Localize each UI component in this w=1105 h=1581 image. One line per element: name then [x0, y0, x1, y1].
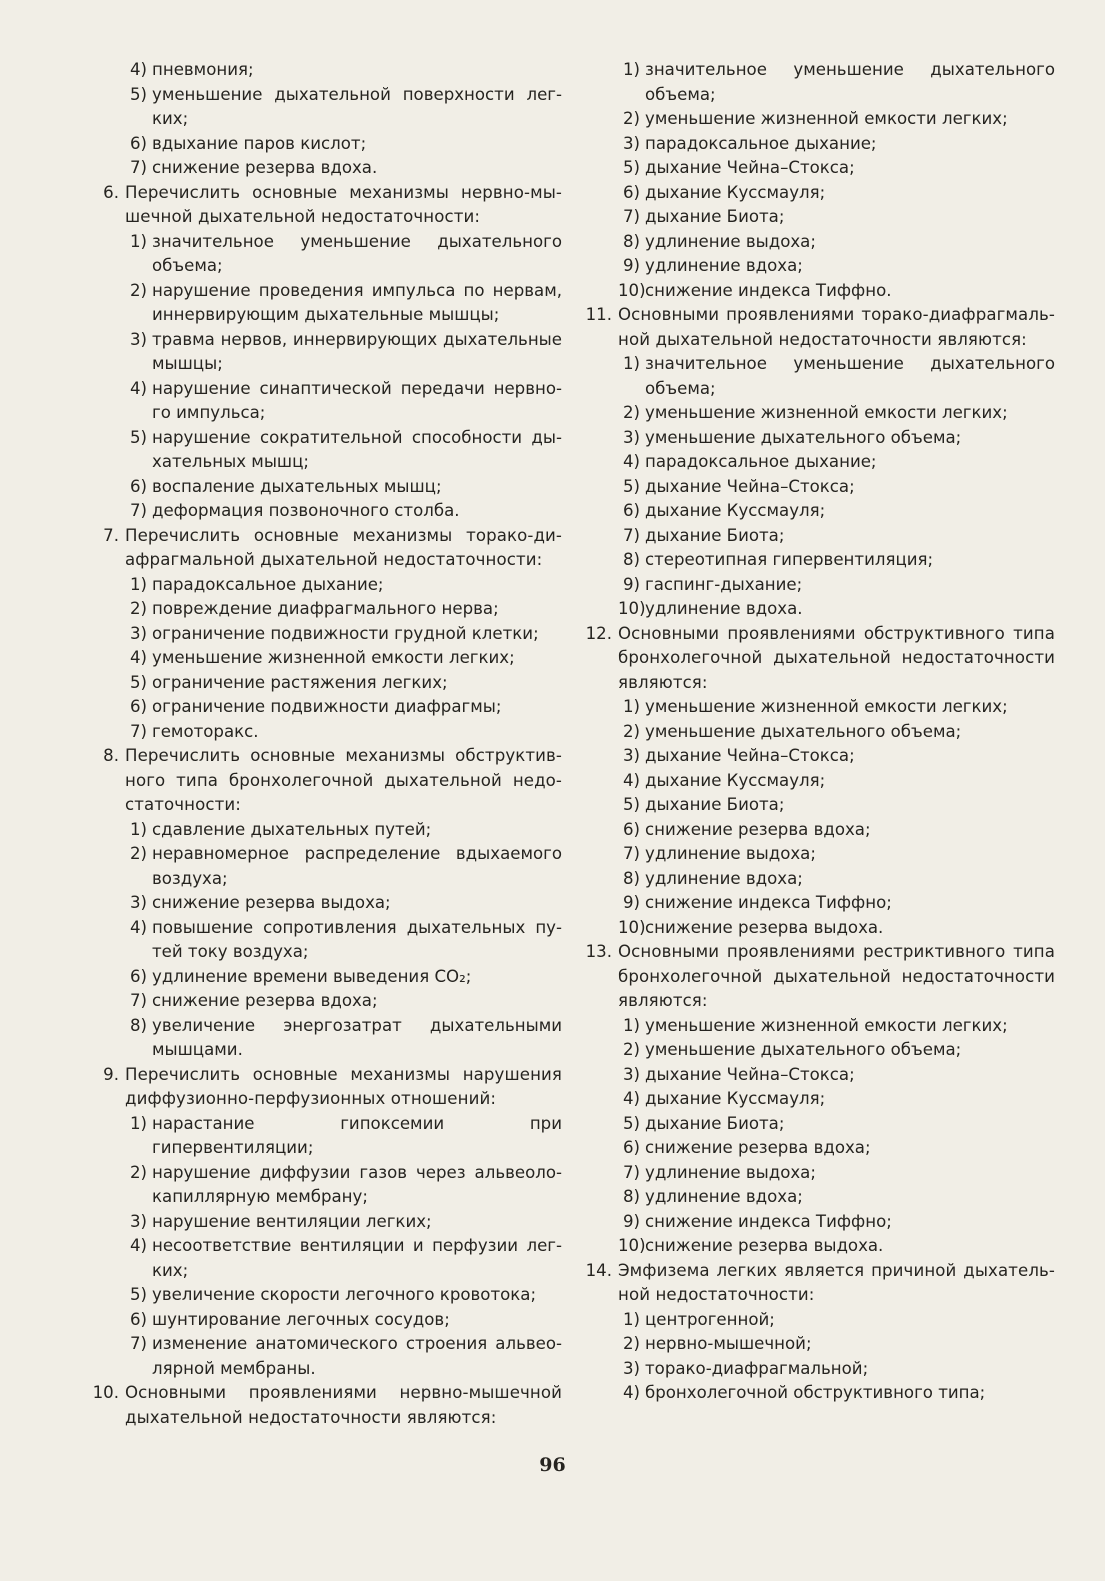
item-text: удлинение вдоха; [645, 256, 803, 275]
answer-option [92, 1332, 562, 1381]
item-number: 2) [622, 403, 640, 422]
item-number: 9) [622, 256, 640, 275]
item-number: 4) [622, 1089, 640, 1108]
item-text: удлинение времени выведения CO₂; [152, 966, 472, 986]
answer-option [92, 328, 562, 377]
item-number: 14. [585, 1260, 612, 1280]
item-number: 7. [103, 525, 119, 545]
item-number: 8) [622, 550, 640, 569]
right-column [585, 58, 1055, 1406]
item-number: 7) [129, 721, 147, 741]
item-text: Перечислить основные механизмы нервно-мы-шечной дыхательной недостаточности: [125, 182, 562, 226]
item-number: 9) [622, 893, 640, 912]
answer-option [585, 450, 1055, 475]
item-text: Основными проявлениями торако-диафрагмаль-ной дыхательной недостаточности являются: [618, 305, 1055, 349]
item-text: нервно-мышечной; [645, 1334, 812, 1353]
item-text: уменьшение дыхательного объема; [645, 1040, 962, 1059]
item-number: 10) [618, 917, 646, 937]
item-number: 5) [622, 158, 640, 177]
item-number: 7) [622, 1162, 640, 1182]
answer-option [585, 254, 1055, 279]
question-item [92, 1381, 562, 1430]
answer-option [585, 1332, 1055, 1357]
item-number: 3) [129, 329, 147, 349]
item-text: дыхание Куссмауля; [645, 501, 826, 520]
answer-option [585, 156, 1055, 181]
answer-option [585, 916, 1055, 941]
item-text: дыхание Чейна–Стокса; [645, 1064, 855, 1084]
answer-option [585, 1210, 1055, 1235]
question-item [92, 744, 562, 818]
item-text: гемоторакс. [152, 721, 259, 741]
answer-option [585, 426, 1055, 451]
item-number: 12. [585, 623, 612, 643]
item-number: 5) [129, 672, 147, 692]
item-number: 8) [622, 1187, 640, 1206]
item-text: снижение резерва выдоха. [645, 917, 884, 937]
item-number: 4) [622, 452, 640, 471]
item-text: дыхание Куссмауля; [645, 1089, 826, 1108]
item-number: 7) [129, 501, 147, 520]
answer-option [92, 989, 562, 1014]
item-number: 1) [622, 60, 640, 79]
item-number: 2) [129, 1162, 147, 1182]
item-text: значительное уменьшение дыхательного объема; [152, 231, 562, 275]
answer-option [92, 58, 562, 83]
answer-option [92, 1234, 562, 1283]
answer-option [92, 818, 562, 843]
answer-option [92, 671, 562, 696]
item-number: 2) [129, 599, 147, 618]
item-number: 1) [129, 231, 147, 251]
item-text: снижение резерва выдоха. [645, 1236, 884, 1255]
item-number: 7) [622, 844, 640, 863]
answer-option [585, 597, 1055, 622]
item-text: уменьшение жизненной емкости легких; [645, 403, 1008, 422]
item-text: значительное уменьшение дыхательного объема; [645, 60, 1055, 104]
item-number: 6. [103, 182, 119, 202]
item-text: дыхание Куссмауля; [645, 182, 826, 202]
item-number: 7) [129, 991, 147, 1010]
item-number: 1) [129, 819, 147, 839]
item-text: воспаление дыхательных мышц; [152, 476, 442, 496]
answer-option [92, 230, 562, 279]
item-number: 6) [129, 476, 147, 496]
question-item [92, 1063, 562, 1112]
item-number: 2) [622, 1334, 640, 1353]
answer-option [585, 842, 1055, 867]
item-text: травма нервов, иннервирующих дыхательные мышцы; [152, 329, 562, 373]
item-number: 6) [622, 501, 640, 520]
answer-option [92, 1283, 562, 1308]
item-number: 8) [129, 1015, 147, 1035]
answer-option [585, 499, 1055, 524]
answer-option [585, 1381, 1055, 1406]
item-number: 10) [618, 280, 646, 300]
item-number: 7) [622, 207, 640, 226]
item-text: уменьшение жизненной емкости легких; [645, 109, 1008, 128]
item-number: 9. [103, 1064, 119, 1084]
answer-option [585, 352, 1055, 401]
answer-option [585, 769, 1055, 794]
item-number: 10) [618, 599, 646, 618]
item-text: Основными проявлениями нервно-мышечной дыхательной недостаточности являются: [125, 1383, 562, 1427]
item-text: дыхание Чейна–Стокса; [645, 746, 855, 765]
item-number: 7) [622, 525, 640, 545]
item-text: несоответствие вентиляции и перфузии лег-ких; [152, 1236, 562, 1280]
answer-option [585, 695, 1055, 720]
item-text: удлинение вдоха; [645, 1187, 803, 1206]
answer-option [585, 1063, 1055, 1088]
answer-option [585, 1112, 1055, 1137]
item-text: снижение резерва выдоха; [152, 893, 391, 912]
item-text: удлинение вдоха; [645, 868, 803, 888]
item-text: бронхолегочной обструктивного типа; [645, 1383, 986, 1402]
item-text: парадоксальное дыхание; [645, 133, 877, 153]
item-number: 4) [129, 378, 147, 398]
answer-option [585, 279, 1055, 304]
answer-option [585, 107, 1055, 132]
item-text: удлинение выдоха; [645, 1162, 816, 1182]
item-number: 3) [622, 746, 640, 765]
answer-option [92, 1112, 562, 1161]
item-number: 9) [622, 574, 640, 594]
answer-option [92, 83, 562, 132]
answer-option [585, 1087, 1055, 1112]
answer-option [585, 58, 1055, 107]
item-number: 6) [129, 966, 147, 986]
item-text: снижение резерва вдоха; [645, 1138, 871, 1157]
item-text: парадоксальное дыхание; [645, 452, 877, 471]
answer-option [92, 1210, 562, 1235]
item-text: уменьшение жизненной емкости легких; [645, 697, 1008, 716]
item-number: 1) [129, 574, 147, 594]
item-number: 8) [622, 231, 640, 251]
left-column [92, 58, 562, 1430]
item-text: удлинение вдоха. [645, 599, 803, 618]
item-text: центрогенной; [645, 1309, 775, 1329]
item-number: 5) [129, 427, 147, 447]
answer-option [92, 475, 562, 500]
item-text: увеличение энергозатрат дыхательными мышцами. [152, 1015, 562, 1059]
item-number: 3) [129, 893, 147, 912]
item-text: нарушение вентиляции легких; [152, 1211, 432, 1231]
item-number: 10. [92, 1383, 119, 1402]
answer-option [92, 377, 562, 426]
item-number: 4) [129, 917, 147, 937]
item-text: уменьшение жизненной емкости легких; [152, 648, 515, 667]
item-text: удлинение выдоха; [645, 844, 816, 863]
item-number: 13. [585, 942, 612, 961]
answer-option [92, 279, 562, 328]
item-number: 7) [129, 158, 147, 177]
answer-option [92, 156, 562, 181]
item-text: деформация позвоночного столба. [152, 501, 460, 520]
question-item [92, 524, 562, 573]
answer-option [92, 622, 562, 647]
answer-option [585, 867, 1055, 892]
item-text: дыхание Чейна–Стокса; [645, 476, 855, 496]
item-text: стереотипная гипервентиляция; [645, 550, 934, 569]
item-text: увеличение скорости легочного кровотока; [152, 1285, 537, 1304]
item-number: 6) [129, 133, 147, 153]
item-number: 9) [622, 1211, 640, 1231]
item-text: изменение анатомического строения альвео-лярной мембраны. [152, 1334, 562, 1378]
item-text: снижение резерва вдоха; [645, 819, 871, 839]
item-text: Эмфизема легких является причиной дыхатель-ной недостаточности: [618, 1260, 1055, 1304]
item-number: 8. [103, 746, 119, 765]
item-number: 3) [622, 1064, 640, 1084]
item-text: шунтирование легочных сосудов; [152, 1309, 450, 1329]
item-number: 2) [622, 721, 640, 741]
item-number: 5) [622, 795, 640, 814]
answer-option [92, 1014, 562, 1063]
answer-option [585, 548, 1055, 573]
item-number: 2) [622, 1040, 640, 1059]
item-number: 5) [622, 476, 640, 496]
item-text: парадоксальное дыхание; [152, 574, 384, 594]
item-text: повышение сопротивления дыхательных пу-тей току воздуха; [152, 917, 562, 961]
item-text: дыхание Чейна–Стокса; [645, 158, 855, 177]
question-item [585, 622, 1055, 696]
question-item [585, 1259, 1055, 1308]
answer-option [585, 1014, 1055, 1039]
answer-option [92, 597, 562, 622]
item-number: 4) [622, 1383, 640, 1402]
item-number: 4) [129, 60, 147, 79]
item-number: 4) [129, 648, 147, 667]
answer-option [92, 695, 562, 720]
item-text: Основными проявлениями рестриктивного типа бронхолегочной дыхательной недостаточности являются: [618, 942, 1055, 1010]
item-text: дыхание Биота; [645, 525, 785, 545]
item-text: нарушение диффузии газов через альвеоло-капиллярную мембрану; [152, 1162, 562, 1206]
answer-option [585, 475, 1055, 500]
item-text: ограничение подвижности диафрагмы; [152, 697, 502, 716]
item-text: нарушение сократительной способности ды-хательных мышц; [152, 427, 562, 471]
answer-option [585, 205, 1055, 230]
item-number: 6) [622, 1138, 640, 1157]
answer-option [585, 818, 1055, 843]
answer-option [585, 1038, 1055, 1063]
item-number: 7) [129, 1334, 147, 1353]
item-text: нарушение проведения импульса по нервам, иннервирующим дыхательные мышцы; [152, 280, 562, 324]
item-number: 5) [129, 1285, 147, 1304]
item-text: Перечислить основные механизмы нарушения диффузионно-перфузионных отношений: [125, 1064, 562, 1108]
answer-option [92, 573, 562, 598]
answer-option [92, 842, 562, 891]
answer-option [92, 720, 562, 745]
answer-option [585, 1234, 1055, 1259]
item-text: дыхание Биота; [645, 795, 785, 814]
question-item [585, 940, 1055, 1014]
answer-option [585, 524, 1055, 549]
page-number: 96 [539, 1454, 566, 1476]
item-text: снижение индекса Тиффно; [645, 1211, 892, 1231]
answer-option [92, 891, 562, 916]
item-number: 1) [129, 1113, 147, 1133]
item-number: 11. [585, 305, 612, 324]
item-text: гаспинг-дыхание; [645, 574, 803, 594]
item-text: Перечислить основные механизмы обструктив-ного типа бронхолегочной дыхательной недо-статочности: [125, 746, 562, 814]
item-text: снижение резерва вдоха; [152, 991, 378, 1010]
question-item [585, 303, 1055, 352]
item-text: уменьшение жизненной емкости легких; [645, 1015, 1008, 1035]
item-text: дыхание Биота; [645, 207, 785, 226]
item-number: 2) [129, 280, 147, 300]
item-number: 3) [129, 623, 147, 643]
item-text: дыхание Биота; [645, 1113, 785, 1133]
answer-option [585, 132, 1055, 157]
item-number: 8) [622, 868, 640, 888]
item-number: 5) [129, 84, 147, 104]
item-text: уменьшение дыхательного объема; [645, 427, 962, 447]
item-number: 3) [622, 1358, 640, 1378]
item-text: снижение индекса Тиффно; [645, 893, 892, 912]
answer-option [92, 426, 562, 475]
answer-option [585, 1357, 1055, 1382]
answer-option [585, 181, 1055, 206]
item-text: неравномерное распределение вдыхаемого воздуха; [152, 844, 562, 888]
item-text: снижение резерва вдоха. [152, 158, 378, 177]
item-text: Основными проявлениями обструктивного типа бронхолегочной дыхательной недостаточности являются: [618, 623, 1055, 692]
item-text: повреждение диафрагмального нерва; [152, 599, 499, 618]
item-number: 6) [622, 819, 640, 839]
answer-option [585, 720, 1055, 745]
item-text: ограничение подвижности грудной клетки; [152, 623, 539, 643]
item-text: вдыхание паров кислот; [152, 133, 367, 153]
answer-option [92, 965, 562, 990]
item-text: удлинение выдоха; [645, 231, 816, 251]
item-number: 6) [129, 697, 147, 716]
item-number: 5) [622, 1113, 640, 1133]
item-text: торако-диафрагмальной; [645, 1358, 869, 1378]
item-number: 10) [618, 1236, 646, 1255]
answer-option [92, 132, 562, 157]
answer-option [585, 793, 1055, 818]
item-number: 4) [129, 1236, 147, 1255]
item-text: Перечислить основные механизмы торако-ди-афрагмальной дыхательной недостаточности: [125, 525, 562, 569]
item-number: 6) [129, 1309, 147, 1329]
item-text: нарушение синаптической передачи нервно-го импульса; [152, 378, 562, 422]
item-number: 2) [622, 109, 640, 128]
item-number: 6) [622, 182, 640, 202]
item-number: 1) [622, 697, 640, 716]
answer-option [92, 1308, 562, 1333]
item-number: 4) [622, 770, 640, 790]
answer-option [585, 230, 1055, 255]
item-text: сдавление дыхательных путей; [152, 819, 432, 839]
item-number: 3) [622, 427, 640, 447]
question-item [92, 181, 562, 230]
answer-option [585, 573, 1055, 598]
item-number: 2) [129, 844, 147, 863]
item-text: нарастание гипоксемии при гипервентиляции; [152, 1113, 562, 1157]
answer-option [585, 1185, 1055, 1210]
answer-option [585, 1136, 1055, 1161]
item-text: снижение индекса Тиффно. [645, 280, 892, 300]
answer-option [92, 646, 562, 671]
item-number: 1) [622, 1309, 640, 1329]
answer-option [585, 401, 1055, 426]
item-text: значительное уменьшение дыхательного объема; [645, 354, 1055, 398]
item-number: 3) [129, 1211, 147, 1231]
answer-option [92, 499, 562, 524]
item-text: уменьшение дыхательного объема; [645, 721, 962, 741]
answer-option [585, 1308, 1055, 1333]
item-text: пневмония; [152, 60, 254, 79]
item-number: 3) [622, 133, 640, 153]
answer-option [585, 1161, 1055, 1186]
answer-option [585, 891, 1055, 916]
answer-option [585, 744, 1055, 769]
item-text: уменьшение дыхательной поверхности лег-ких; [152, 84, 562, 128]
item-text: дыхание Куссмауля; [645, 770, 826, 790]
item-text: ограничение растяжения легких; [152, 672, 448, 692]
item-number: 1) [622, 1015, 640, 1035]
item-number: 1) [622, 354, 640, 373]
answer-option [92, 916, 562, 965]
answer-option [92, 1161, 562, 1210]
